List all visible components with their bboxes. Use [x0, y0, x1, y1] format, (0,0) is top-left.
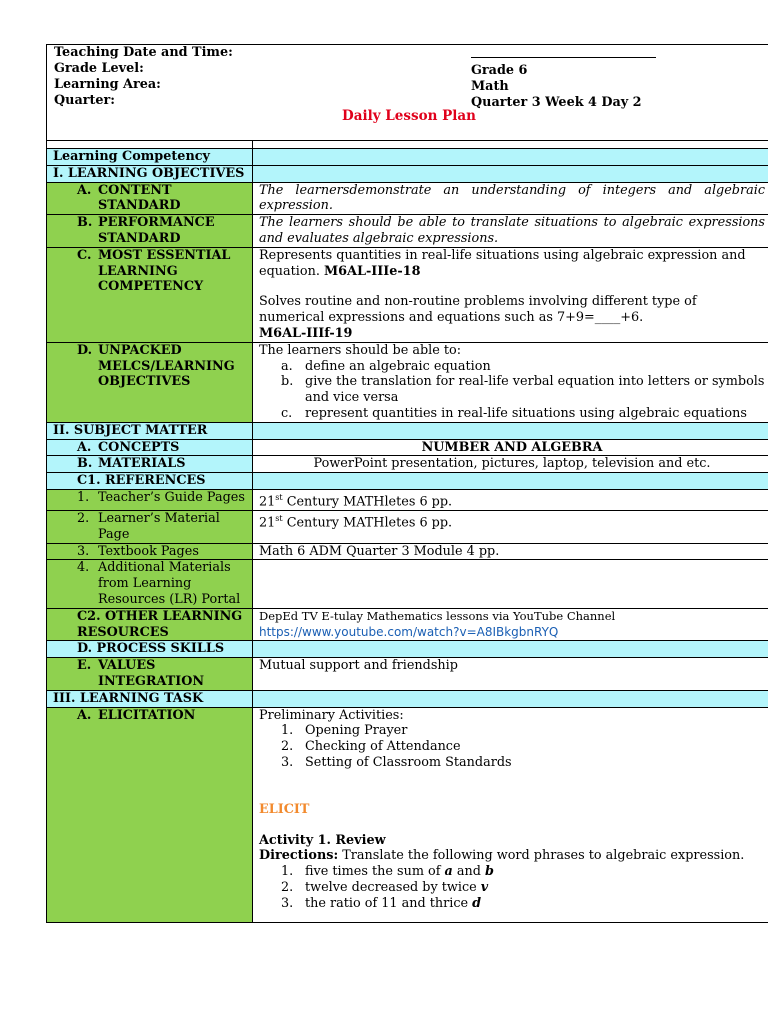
objectives-row: [47, 165, 768, 182]
performance-standard-label: PERFORMANCE STANDARD: [98, 215, 215, 246]
directions: Directions: Translate the following word phrases to algebraic expression.: [259, 848, 745, 864]
list-item: 3. the ratio of 11 and thrice d: [281, 895, 482, 911]
values-label: VALUES INTEGRATION: [98, 658, 205, 689]
concepts-label: CONCEPTS: [98, 439, 180, 455]
list-item: 3. Setting of Classroom Standards: [281, 754, 512, 770]
list-item: 1. Opening Prayer: [281, 723, 408, 739]
elicit-heading: ELICIT: [259, 801, 310, 817]
list-item: 1. five times the sum of a and b: [281, 864, 494, 880]
process-skills-row: [47, 641, 768, 658]
textbook-label: Textbook Pages: [98, 543, 199, 559]
content-standard-value: The learnersdemonstrate an understanding of integers and algebraic expression.: [253, 182, 768, 215]
references-row: [47, 473, 768, 490]
melc-code-2: M6AL-IIIf-19: [259, 325, 353, 341]
learning-task-row: [47, 690, 768, 707]
lesson-plan-table: [46, 44, 768, 923]
list-item: 2. Checking of Attendance: [281, 739, 461, 755]
teachers-guide-label: Teacher’s Guide Pages: [98, 489, 245, 505]
materials-value: PowerPoint presentation, pictures, laptop, television and etc.: [253, 456, 768, 473]
subject-matter-row: [47, 422, 768, 439]
grade-value: Grade 6: [471, 63, 528, 78]
learning-area-label: Learning Area:: [54, 77, 161, 92]
content-standard-row: A. CONTENT STANDARD The learnersdemonstrate an understanding of integers and algebraic expression.: [47, 182, 768, 215]
textbook-row: 3. Textbook Pages Math 6 ADM Quarter 3 Module 4 pp.: [47, 543, 768, 560]
other-resources-value: DepEd TV E-tulay Mathematics lessons via YouTube Channel: [259, 608, 616, 623]
teaching-date-label: Teaching Date and Time:: [54, 45, 233, 60]
melc-label: MOST ESSENTIAL LEARNING COMPETENCY: [98, 247, 231, 295]
learners-material-value: 21st Century MATHletes 6 pp.: [253, 511, 768, 544]
additional-materials-row: 4. Additional Materials from Learning Resources (LR) Portal: [47, 560, 768, 608]
materials-label: MATERIALS: [98, 456, 186, 472]
list-item: 2. twelve decreased by twice v: [281, 879, 489, 895]
teachers-guide-row: 1. Teacher’s Guide Pages 21st Century MATHletes 6 pp.: [47, 489, 768, 510]
grade-level-label: Grade Level:: [54, 61, 144, 76]
textbook-value: Math 6 ADM Quarter 3 Module 4 pp.: [253, 543, 768, 560]
document-title: Daily Lesson Plan: [342, 108, 476, 124]
elicitation-label: ELICITATION: [98, 707, 196, 723]
activity-title: Activity 1. Review: [259, 832, 386, 848]
teachers-guide-value: 21st Century MATHletes 6 pp.: [253, 489, 768, 510]
elicitation-row: A. ELICITATION Preliminary Activities: 1. Opening Prayer 2. Checking of Attendance 3. Setting of Classroom Standards ELICIT Activity 1. Review Directions: Translate the following word phrases to algebraic expression. 1. five times the sum of a and b 2. twelve decreased by twice v 3. the ratio of 11 and thrice d: [47, 707, 768, 922]
learning-task-label: III. LEARNING TASK: [47, 690, 253, 707]
quarter-value: Quarter 3 Week 4 Day 2: [471, 95, 642, 110]
lesson-plan-page: [46, 44, 768, 923]
competency-label: Learning Competency: [47, 149, 253, 166]
subject-matter-label: II. SUBJECT MATTER: [47, 422, 253, 439]
additional-materials-label: Additional Materials from Learning Resources (LR) Portal: [98, 560, 241, 607]
materials-row: B. MATERIALS PowerPoint presentation, pictures, laptop, television and etc.: [47, 456, 768, 473]
references-label: C1. REFERENCES: [47, 473, 253, 490]
date-blank-line: [471, 45, 656, 58]
other-resources-row: [47, 608, 768, 641]
unpacked-intro: The learners should be able to:: [259, 342, 462, 358]
competency-row: [47, 149, 768, 166]
youtube-link[interactable]: https://www.youtube.com/watch?v=A8IBkgbnRYQ: [259, 624, 559, 639]
learners-material-row: 2. Learner’s Material Page 21st Century MATHletes 6 pp.: [47, 511, 768, 544]
list-item: c. represent quantities in real-life situations using algebraic equations: [281, 405, 747, 421]
melc-row: C. MOST ESSENTIAL LEARNING COMPETENCY Represents quantities in real-life situations using algebraic expression and equation. M6AL-IIIe-18 Solves routine and non-routine problems involving different type of numerical expressions and equations such as 7+9=____+6. M6AL-IIIf-19: [47, 247, 768, 342]
list-item: b. give the translation for real-life verbal equation into letters or symbols and vice versa: [281, 374, 765, 406]
values-row: E. VALUES INTEGRATION Mutual support and friendship: [47, 658, 768, 691]
area-value: Math: [471, 79, 509, 94]
learners-material-label: Learner’s Material Page: [98, 511, 220, 542]
header-row: [47, 45, 768, 141]
melc-code-1: M6AL-IIIe-18: [323, 263, 421, 279]
unpacked-label: UNPACKED MELCS/LEARNING OBJECTIVES: [98, 342, 235, 390]
preliminary-label: Preliminary Activities:: [259, 707, 404, 723]
quarter-label: Quarter:: [54, 93, 116, 108]
values-value: Mutual support and friendship: [253, 658, 768, 691]
melc-text-2: Solves routine and non-routine problems involving different type of numerical expressions and equations such as 7+9=____+6.: [259, 294, 697, 326]
performance-standard-row: B. PERFORMANCE STANDARD The learners should be able to translate situations to algebraic expressions and evaluates algebraic expressions.: [47, 215, 768, 248]
list-item: a. define an algebraic equation: [281, 358, 491, 374]
other-resources-label: C2. OTHER LEARNING RESOURCES: [77, 608, 243, 640]
objectives-label: I. LEARNING OBJECTIVES: [47, 165, 253, 182]
performance-standard-value: The learners should be able to translate situations to algebraic expressions and evaluates algebraic expressions.: [253, 215, 768, 248]
unpacked-row: D. UNPACKED MELCS/LEARNING OBJECTIVES The learners should be able to: a. define an algebraic equation b. give the translation for real-life verbal equation into letters or symbols and vice versa c. represent quantities in real-life situations using algebraic equations: [47, 342, 768, 422]
process-skills-label: D. PROCESS SKILLS: [47, 641, 253, 658]
concepts-row: A. CONCEPTS NUMBER AND ALGEBRA: [47, 439, 768, 456]
concepts-value: NUMBER AND ALGEBRA: [253, 439, 768, 456]
content-standard-label: CONTENT STANDARD: [98, 182, 181, 214]
melc-text-1: Represents quantities in real-life situations using algebraic expression and equation.: [259, 247, 746, 279]
